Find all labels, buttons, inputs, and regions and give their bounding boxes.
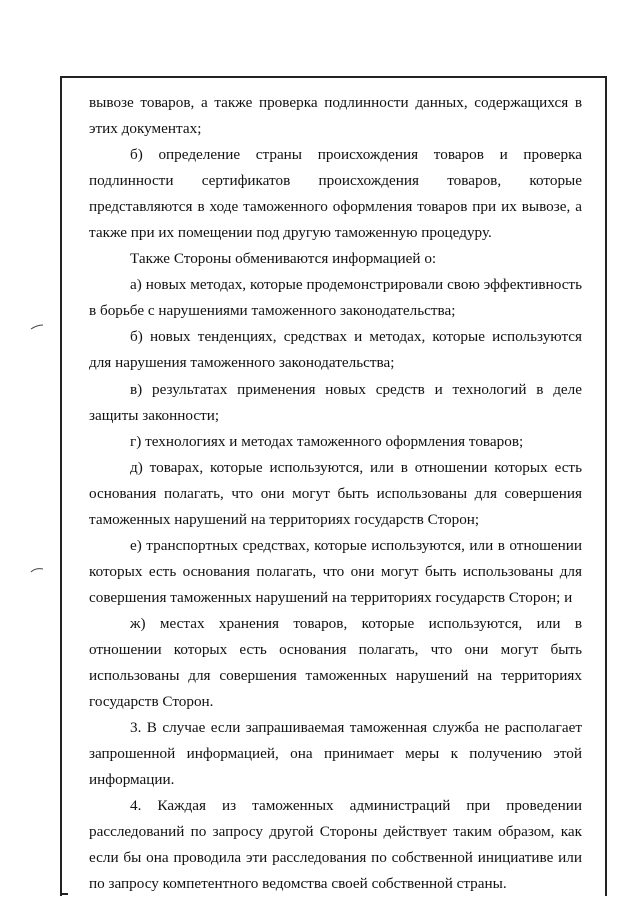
paragraph-list-e: е) транспортных средствах, которые используются, или в отношении которых есть основания полагать, что они могут быть использованы для совершения таможенных нарушений на территориях государств Сторон; и — [89, 536, 582, 606]
paragraph-list-b: б) новых тенденциях, средствах и методах, которые используются для нарушения таможенного законодательства; — [89, 328, 582, 372]
paragraph-intro-exchange: Также Стороны обмениваются информацией о: — [130, 250, 437, 268]
paragraph-list-g: г) технологиях и методах таможенного оформления товаров; — [130, 432, 524, 450]
paragraph-list-v: в) результатах применения новых средств и технологий в деле защиты законности; — [89, 380, 582, 424]
paragraph-list-a: а) новых методах, которые продемонстрировали свою эффективность в борьбе с нарушениями таможенного законодательства; — [89, 276, 582, 320]
paragraph-clause-3: 3. В случае если запрашиваемая таможенная служба не располагает запрошенной информацией, она принимает меры к получению этой информации. — [89, 719, 582, 789]
paragraph-clause-4: 4. Каждая из таможенных администраций при проведении расследований по запросу другой Стороны действует таким образом, как если бы она проводила эти расследования по собственной инициативе или по запросу компетентного ведомства своей собственной страны. — [89, 797, 582, 893]
paragraph-continuation: вывозе товаров, а также проверка подлинности данных, содержащихся в этих документах; — [89, 94, 582, 138]
margin-mark-lower — [30, 566, 44, 574]
paragraph-item-b: б) определение страны происхождения товаров и проверка подлинности сертификатов происхождения товаров, которые представляются в ходе таможенного оформления товаров при их вывозе, а также при их помещении под другую таможенную процедуру. — [89, 146, 582, 242]
document-body — [89, 90, 582, 897]
paragraph-list-d: д) товарах, которые используются, или в отношении которых есть основания полагать, что они могут быть использованы для совершения таможенных нарушений на территориях государств Сторон; — [89, 458, 582, 528]
paragraph-list-zh: ж) местах хранения товаров, которые используются, или в отношении которых есть основания полагать, что они могут быть использованы для совершения таможенных нарушений на территориях государств Сторон. — [89, 614, 582, 711]
margin-mark-upper — [30, 323, 44, 331]
